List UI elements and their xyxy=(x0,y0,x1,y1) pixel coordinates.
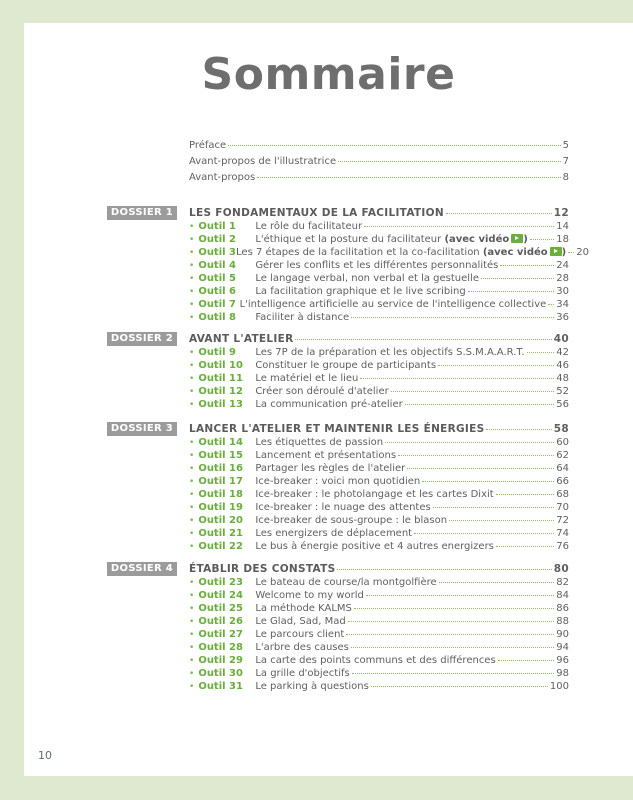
bullet-icon: • xyxy=(189,400,195,410)
video-note-close: ) xyxy=(561,247,567,258)
tool-page: 24 xyxy=(556,260,569,271)
tool-number: Outil 8 xyxy=(198,312,237,323)
tool-label xyxy=(255,629,344,640)
toc-entry-tool[interactable] xyxy=(189,234,569,245)
video-note: (avec vidéo xyxy=(444,234,510,245)
dot-leader xyxy=(338,161,561,162)
tool-title: L'intelligence artificielle au service de l'intelligence collective xyxy=(239,299,547,310)
entry-label: Avant-propos de l'illustratrice xyxy=(189,156,337,167)
tool-number: Outil 19 xyxy=(198,502,243,513)
tool-label xyxy=(255,655,495,666)
tool-number: Outil 28 xyxy=(198,642,243,653)
entry-page: 7 xyxy=(562,156,569,167)
tool-number: Outil 27 xyxy=(198,629,243,640)
toc-entry-tool[interactable] xyxy=(189,437,569,448)
bullet-icon: • xyxy=(189,578,195,588)
dot-leader xyxy=(351,317,554,318)
bullet-icon: • xyxy=(189,490,195,500)
dot-leader xyxy=(364,226,554,227)
dot-leader xyxy=(500,265,554,266)
video-note: (avec vidéo xyxy=(482,247,548,258)
dot-leader xyxy=(548,304,554,305)
dossier-heading[interactable] xyxy=(189,423,569,435)
tool-page: 48 xyxy=(556,373,569,384)
dot-leader xyxy=(449,520,554,521)
toc-entry-tool[interactable] xyxy=(189,681,569,692)
toc-entry-tool[interactable] xyxy=(189,221,569,232)
tool-label xyxy=(236,247,566,258)
toc-entry-tool[interactable] xyxy=(189,299,569,310)
dossier-title: ÉTABLIR DES CONSTATS xyxy=(189,563,336,575)
tool-title: Le parking à questions xyxy=(255,681,369,692)
tool-label xyxy=(255,386,388,397)
entry-page: 5 xyxy=(562,140,569,151)
toc-entry-tool[interactable] xyxy=(189,450,569,461)
tool-page: 56 xyxy=(556,399,569,410)
tool-label xyxy=(255,260,498,271)
dot-leader xyxy=(371,686,548,687)
tool-page: 60 xyxy=(556,437,569,448)
toc-entry-tool[interactable] xyxy=(189,463,569,474)
page-number: 10 xyxy=(38,749,52,762)
tool-number: Outil 23 xyxy=(198,577,243,588)
tool-page: 30 xyxy=(556,286,569,297)
tool-label xyxy=(255,502,430,513)
dossier-badge: DOSSIER 4 xyxy=(107,562,177,576)
dossier-title: LANCER L'ATELIER ET MAINTENIR LES ÉNERGIES xyxy=(189,423,485,435)
dossier-page: 58 xyxy=(553,423,569,435)
tool-label xyxy=(255,616,345,627)
dossier-badge: DOSSIER 2 xyxy=(107,332,177,346)
tool-number: Outil 3 xyxy=(198,247,237,258)
bullet-icon: • xyxy=(189,313,195,323)
toc-entry-tool[interactable] xyxy=(189,616,569,627)
dot-leader xyxy=(527,352,555,353)
bullet-icon: • xyxy=(189,348,195,358)
tool-page: 70 xyxy=(556,502,569,513)
toc-entry-tool[interactable] xyxy=(189,360,569,371)
tool-title: Le bus à énergie positive et 4 autres energizers xyxy=(255,541,494,552)
tool-label xyxy=(255,642,349,653)
tool-title: Le bateau de course/la montgolfière xyxy=(255,577,437,588)
bullet-icon: • xyxy=(189,361,195,371)
tool-number: Outil 21 xyxy=(198,528,243,539)
tool-label xyxy=(255,373,358,384)
tool-title: La carte des points communs et des différences xyxy=(255,655,496,666)
tool-page: 88 xyxy=(556,616,569,627)
tool-label xyxy=(255,437,383,448)
bullet-icon: • xyxy=(189,235,195,245)
toc-entry-tool[interactable] xyxy=(189,386,569,397)
tool-number: Outil 11 xyxy=(198,373,243,384)
bullet-icon: • xyxy=(189,374,195,384)
toc-entry-tool[interactable] xyxy=(189,273,569,284)
dossier-heading[interactable] xyxy=(189,563,569,575)
tool-number: Outil 5 xyxy=(198,273,237,284)
tool-page: 64 xyxy=(556,463,569,474)
dot-leader xyxy=(348,621,555,622)
tool-number: Outil 30 xyxy=(198,668,243,679)
dot-leader xyxy=(360,378,554,379)
dot-leader xyxy=(351,647,554,648)
tool-number: Outil 13 xyxy=(198,399,243,410)
tool-title: La méthode KALMS xyxy=(255,603,352,614)
dot-leader xyxy=(433,507,555,508)
dot-leader xyxy=(439,582,555,583)
toc-entry-tool[interactable] xyxy=(189,577,569,588)
tool-number: Outil 2 xyxy=(198,234,237,245)
tool-label xyxy=(255,234,528,245)
bullet-icon: • xyxy=(189,438,195,448)
dot-leader xyxy=(468,291,555,292)
tool-title: Les 7 étapes de la facilitation et la co-facilitation xyxy=(236,247,480,258)
bullet-icon: • xyxy=(189,261,195,271)
tool-title: Ice-breaker : le photolangage et les cartes Dixit xyxy=(255,489,494,500)
bullet-icon: • xyxy=(189,287,195,297)
tool-page: 20 xyxy=(576,247,589,258)
entry-page: 8 xyxy=(562,172,569,183)
toc-entry-tool[interactable] xyxy=(189,668,569,679)
tool-number: Outil 24 xyxy=(198,590,243,601)
tool-label xyxy=(255,399,402,410)
dot-leader xyxy=(366,595,554,596)
bullet-icon: • xyxy=(189,630,195,640)
dossier-page: 40 xyxy=(553,333,569,345)
bullet-icon: • xyxy=(189,656,195,666)
dot-leader xyxy=(354,608,554,609)
tool-title: Le rôle du facilitateur xyxy=(255,221,363,232)
tool-page: 36 xyxy=(556,312,569,323)
toc-entry-tool[interactable] xyxy=(189,373,569,384)
tool-title: Le matériel et le lieu xyxy=(255,373,359,384)
bullet-icon: • xyxy=(189,516,195,526)
dossier-heading[interactable] xyxy=(189,207,569,219)
entry-label: Préface xyxy=(189,140,227,151)
bullet-icon: • xyxy=(189,222,195,232)
tool-title: Partager les règles de l'atelier xyxy=(255,463,406,474)
tool-title: Gérer les conflits et les différentes personnalités xyxy=(255,260,499,271)
dot-leader xyxy=(385,442,554,443)
toc-entry-tool[interactable] xyxy=(189,347,569,358)
dot-leader xyxy=(257,177,560,178)
bullet-icon: • xyxy=(189,451,195,461)
tool-label xyxy=(255,515,447,526)
dot-leader xyxy=(228,145,560,146)
toc-entry-tool[interactable] xyxy=(189,286,569,297)
bullet-icon: • xyxy=(189,387,195,397)
tool-title: Créer son déroulé d'atelier xyxy=(255,386,389,397)
tool-label xyxy=(255,221,362,232)
tool-label xyxy=(255,528,412,539)
tool-title: Lancement et présentations xyxy=(255,450,397,461)
tool-number: Outil 26 xyxy=(198,616,243,627)
tool-number: Outil 1 xyxy=(198,221,237,232)
tool-title: L'éthique et la posture du facilitateur xyxy=(255,234,442,245)
tool-number: Outil 9 xyxy=(198,347,237,358)
tool-page: 86 xyxy=(556,603,569,614)
tool-number: Outil 17 xyxy=(198,476,243,487)
tool-number: Outil 14 xyxy=(198,437,243,448)
bullet-icon: • xyxy=(189,248,195,258)
bullet-icon: • xyxy=(189,604,195,614)
tool-page: 42 xyxy=(556,347,569,358)
tool-page: 28 xyxy=(556,273,569,284)
tool-title: Welcome to my world xyxy=(255,590,364,601)
tool-label xyxy=(255,273,479,284)
tool-page: 52 xyxy=(556,386,569,397)
tool-page: 34 xyxy=(556,299,569,310)
dossier-heading[interactable] xyxy=(189,333,569,345)
tool-page: 74 xyxy=(556,528,569,539)
tool-page: 14 xyxy=(556,221,569,232)
toc-entry-tool[interactable] xyxy=(189,642,569,653)
toc-entry-tool[interactable] xyxy=(189,603,569,614)
tool-page: 18 xyxy=(556,234,569,245)
tool-number: Outil 12 xyxy=(198,386,243,397)
tool-page: 68 xyxy=(556,489,569,500)
tool-title: Le langage verbal, non verbal et la gestuelle xyxy=(255,273,479,284)
dot-leader xyxy=(407,468,554,469)
bullet-icon: • xyxy=(189,682,195,692)
dot-leader xyxy=(496,494,555,495)
tool-label xyxy=(255,286,465,297)
dot-leader xyxy=(481,278,554,279)
dot-leader xyxy=(391,391,555,392)
dossier-badge: DOSSIER 3 xyxy=(107,422,177,436)
tool-page: 66 xyxy=(556,476,569,487)
tool-title: Ice-breaker : voici mon quotidien xyxy=(255,476,421,487)
bullet-icon: • xyxy=(189,477,195,487)
tool-title: Ice-breaker de sous-groupe : le blason xyxy=(255,515,448,526)
tool-label xyxy=(255,603,352,614)
dossier-title: AVANT L'ATELIER xyxy=(189,333,294,345)
tool-label xyxy=(255,668,349,679)
tool-number: Outil 29 xyxy=(198,655,243,666)
toc-entry-tool[interactable] xyxy=(189,502,569,513)
tool-title: Le Glad, Sad, Mad xyxy=(255,616,346,627)
dot-leader xyxy=(352,673,555,674)
tool-title: Les 7P de la préparation et les objectifs S.S.M.A.A.R.T. xyxy=(255,347,525,358)
tool-label xyxy=(255,590,364,601)
tool-number: Outil 10 xyxy=(198,360,243,371)
tool-label xyxy=(255,312,349,323)
tool-label xyxy=(255,489,493,500)
bullet-icon: • xyxy=(189,529,195,539)
dot-leader xyxy=(530,239,554,240)
dot-leader xyxy=(498,660,555,661)
tool-page: 96 xyxy=(556,655,569,666)
tool-page: 90 xyxy=(556,629,569,640)
page xyxy=(24,23,633,776)
dot-leader xyxy=(337,569,551,570)
tool-label xyxy=(255,476,420,487)
toc-entry-tool[interactable] xyxy=(189,590,569,601)
tool-number: Outil 18 xyxy=(198,489,243,500)
tool-page: 46 xyxy=(556,360,569,371)
tool-title: La communication pré-atelier xyxy=(255,399,403,410)
tool-page: 84 xyxy=(556,590,569,601)
tool-number: Outil 6 xyxy=(198,286,237,297)
tool-label xyxy=(255,541,494,552)
dossier-page: 12 xyxy=(553,207,569,219)
toc-entry-tool[interactable] xyxy=(189,655,569,666)
dot-leader xyxy=(422,481,554,482)
tool-label xyxy=(255,347,524,358)
tool-label xyxy=(255,577,436,588)
tool-label xyxy=(255,450,396,461)
bullet-icon: • xyxy=(189,274,195,284)
tool-page: 94 xyxy=(556,642,569,653)
bullet-icon: • xyxy=(189,643,195,653)
dossier-page: 80 xyxy=(553,563,569,575)
tool-title: Faciliter à distance xyxy=(255,312,350,323)
toc-entry-front-matter[interactable] xyxy=(189,140,569,151)
dot-leader xyxy=(568,252,574,253)
bullet-icon: • xyxy=(189,300,195,310)
dot-leader xyxy=(446,213,552,214)
bullet-icon: • xyxy=(189,669,195,679)
play-video-icon[interactable] xyxy=(511,234,523,243)
bullet-icon: • xyxy=(189,591,195,601)
dot-leader xyxy=(486,429,551,430)
toc-entry-tool[interactable] xyxy=(189,247,589,258)
toc-entry-tool[interactable] xyxy=(189,312,569,323)
tool-title: L'arbre des causes xyxy=(255,642,349,653)
tool-title: Les étiquettes de passion xyxy=(255,437,384,448)
tool-page: 62 xyxy=(556,450,569,461)
dossier-title: LES FONDAMENTAUX DE LA FACILITATION xyxy=(189,207,444,219)
dot-leader xyxy=(414,533,554,534)
toc-entry-tool[interactable] xyxy=(189,515,569,526)
dossier-badge: DOSSIER 1 xyxy=(107,206,177,220)
tool-page: 98 xyxy=(556,668,569,679)
tool-page: 82 xyxy=(556,577,569,588)
tool-label xyxy=(255,463,405,474)
tool-page: 100 xyxy=(549,681,569,692)
bullet-icon: • xyxy=(189,542,195,552)
tool-title: Constituer le groupe de participants xyxy=(255,360,437,371)
entry-label: Avant-propos xyxy=(189,172,256,183)
tool-number: Outil 31 xyxy=(198,681,243,692)
play-video-icon[interactable] xyxy=(550,247,562,256)
bullet-icon: • xyxy=(189,617,195,627)
tool-title: La facilitation graphique et le live scribing xyxy=(255,286,466,297)
tool-title: Ice-breaker : le nuage des attentes xyxy=(255,502,431,513)
tool-label xyxy=(255,681,368,692)
tool-number: Outil 4 xyxy=(198,260,237,271)
toc-entry-front-matter[interactable] xyxy=(189,156,569,167)
video-note-close: ) xyxy=(523,234,528,245)
tool-title: Les energizers de déplacement xyxy=(255,528,413,539)
tool-page: 76 xyxy=(556,541,569,552)
tool-number: Outil 22 xyxy=(198,541,243,552)
bullet-icon: • xyxy=(189,503,195,513)
bullet-icon: • xyxy=(189,464,195,474)
tool-number: Outil 7 xyxy=(198,299,237,310)
toc-entry-tool[interactable] xyxy=(189,260,569,271)
toc-entry-tool[interactable] xyxy=(189,629,569,640)
dot-leader xyxy=(405,404,555,405)
tool-title: Le parcours client xyxy=(255,629,345,640)
toc-entry-tool[interactable] xyxy=(189,489,569,500)
toc-entry-tool[interactable] xyxy=(189,541,569,552)
tool-number: Outil 16 xyxy=(198,463,243,474)
tool-page: 72 xyxy=(556,515,569,526)
toc-entry-front-matter[interactable] xyxy=(189,172,569,183)
tool-number: Outil 25 xyxy=(198,603,243,614)
dot-leader xyxy=(496,546,554,547)
dot-leader xyxy=(346,634,554,635)
dot-leader xyxy=(438,365,554,366)
dot-leader xyxy=(295,339,551,340)
tool-title: La grille d'objectifs xyxy=(255,668,350,679)
page-title: Sommaire xyxy=(201,49,456,100)
tool-number: Outil 20 xyxy=(198,515,243,526)
tool-label xyxy=(255,360,436,371)
toc-entry-tool[interactable] xyxy=(189,399,569,410)
toc-entry-tool[interactable] xyxy=(189,476,569,487)
tool-number: Outil 15 xyxy=(198,450,243,461)
dot-leader xyxy=(398,455,554,456)
toc-entry-tool[interactable] xyxy=(189,528,569,539)
tool-label xyxy=(240,299,547,310)
